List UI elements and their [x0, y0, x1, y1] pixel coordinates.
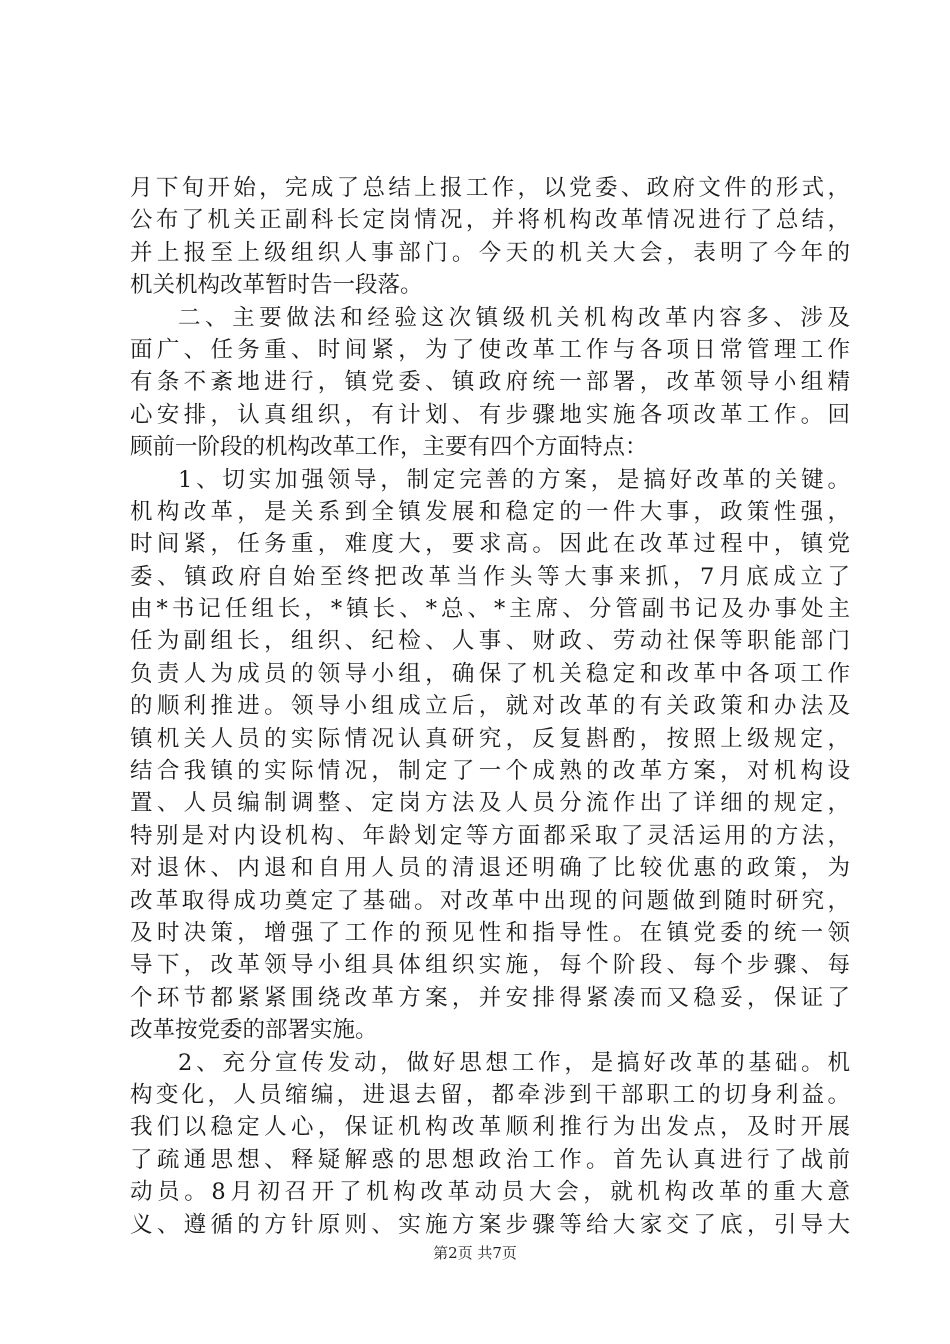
text-line: 改革取得成功奠定了基础。对改革中出现的问题做到随时研究， [130, 887, 850, 914]
text-line: 公布了机关正副科长定岗情况，并将机构改革情况进行了总结， [130, 207, 850, 234]
text-line: 特别是对内设机构、年龄划定等方面都采取了灵活运用的方法， [130, 822, 850, 849]
text-line: 个环节都紧紧围绕改革方案，并安排得紧凑而又稳妥，保证了 [130, 984, 850, 1011]
text-line: 机关机构改革暂时告一段落。 [130, 272, 423, 299]
text-line: 由*书记任组长，*镇长、*总、*主席、分管副书记及办事处主 [130, 596, 850, 623]
text-line: 时间紧，任务重，难度大，要求高。因此在改革过程中，镇党 [130, 531, 850, 558]
text-line: 置、人员编制调整、定岗方法及人员分流作出了详细的规定， [130, 790, 850, 817]
text-line: 结合我镇的实际情况，制定了一个成熟的改革方案，对机构设 [130, 758, 850, 785]
text-line: 负责人为成员的领导小组，确保了机关稳定和改革中各项工作 [130, 660, 850, 687]
text-line: 二、主要做法和经验这次镇级机关机构改革内容多、涉及 [178, 304, 850, 331]
text-line: 顾前一阶段的机构改革工作，主要有四个方面特点： [130, 434, 648, 461]
text-line: 心安排，认真组织，有计划、有步骤地实施各项改革工作。回 [130, 401, 850, 428]
text-line: 委、镇政府自始至终把改革当作头等大事来抓，7月底成立了 [130, 563, 850, 590]
page-footer: 第2页 共7页 [433, 1244, 517, 1262]
text-line: 构变化，人员缩编，进退去留，都牵涉到干部职工的切身利益。 [130, 1081, 850, 1108]
text-line: 义、遵循的方针原则、实施方案步骤等给大家交了底，引导大 [130, 1211, 850, 1238]
text-line: 动员。8月初召开了机构改革动员大会，就机构改革的重大意 [130, 1179, 850, 1206]
text-line: 我们以稳定人心，保证机构改革顺利推行为出发点，及时开展 [130, 1114, 850, 1141]
text-line: 的顺利推进。领导小组成立后，就对改革的有关政策和办法及 [130, 693, 850, 720]
body-text [130, 172, 850, 1241]
text-line: 有条不紊地进行，镇党委、镇政府统一部署，改革领导小组精 [130, 369, 850, 396]
text-line: 导下，改革领导小组具体组织实施，每个阶段、每个步骤、每 [130, 952, 850, 979]
text-line: 任为副组长，组织、纪检、人事、财政、劳动社保等职能部门 [130, 628, 850, 655]
text-line: 月下旬开始，完成了总结上报工作，以党委、政府文件的形式， [130, 175, 850, 201]
text-line: 机构改革，是关系到全镇发展和稳定的一件大事，政策性强， [130, 498, 850, 525]
text-line: 对退休、内退和自用人员的清退还明确了比较优惠的政策，为 [130, 855, 850, 882]
text-line: 面广、任务重、时间紧，为了使改革工作与各项日常管理工作 [130, 336, 850, 363]
text-line: 镇机关人员的实际情况认真研究，反复斟酌，按照上级规定， [130, 725, 850, 752]
text-line: 2、充分宣传发动，做好思想工作，是搞好改革的基础。机 [178, 1049, 850, 1076]
text-line: 了疏通思想、释疑解惑的思想政治工作。首先认真进行了战前 [130, 1146, 850, 1173]
text-line: 改革按党委的部署实施。 [130, 1017, 378, 1044]
text-line: 并上报至上级组织人事部门。今天的机关大会，表明了今年的 [130, 239, 850, 266]
text-line: 及时决策，增强了工作的预见性和指导性。在镇党委的统一领 [130, 919, 850, 946]
text-line: 1、切实加强领导，制定完善的方案，是搞好改革的关键。 [178, 466, 850, 493]
